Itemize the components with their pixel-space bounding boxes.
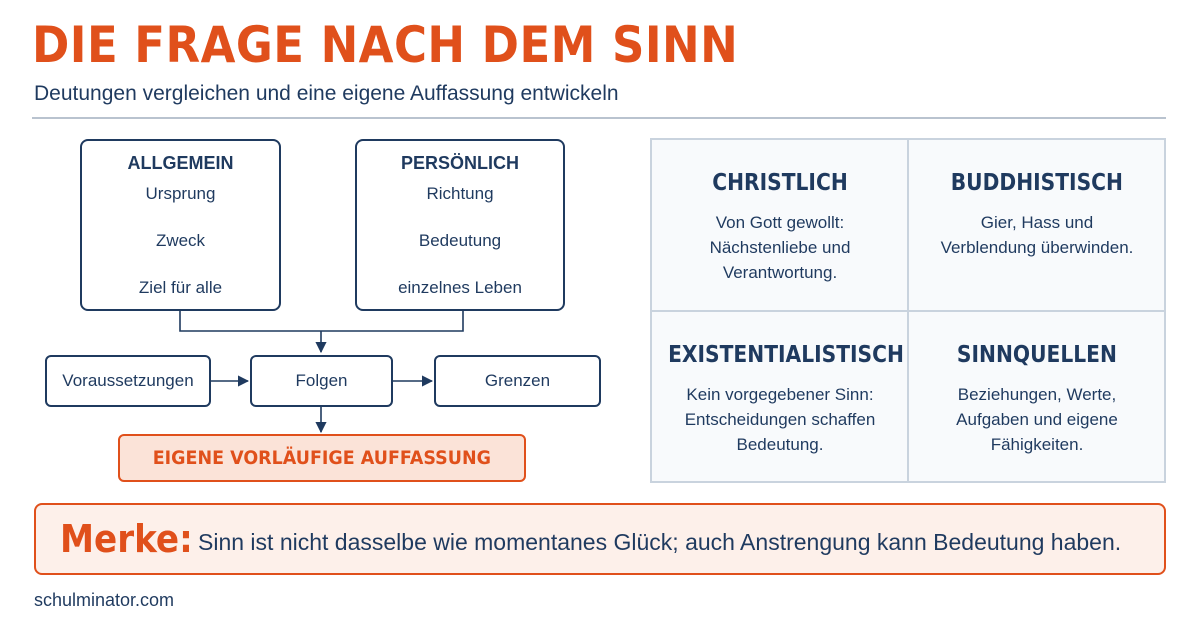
box-allgemein-line-3: Ziel für alle: [138, 278, 223, 297]
cell-existentialistisch-body: [652, 382, 908, 457]
cell-buddhistisch-line-1: Gier, Hass und: [980, 213, 1094, 232]
cell-buddhistisch-title-wrap: [909, 170, 1165, 196]
merke-note: [34, 503, 1166, 575]
cell-sinnquellen-line-3: Fähigkeiten.: [990, 435, 1084, 454]
page-title: DIE FRAGE NACH DEM SINN: [32, 16, 739, 74]
merke-text: Sinn ist nicht dasselbe wie momentanes Glück; auch Anstrengung kann Bedeutung haben.: [198, 529, 1122, 555]
flow-box-folgen: [250, 355, 393, 407]
cell-existentialistisch-title: EXISTENTIALISTISCH: [668, 342, 904, 368]
merke-label: Merke:: [60, 517, 193, 561]
cell-sinnquellen-title: SINNQUELLEN: [956, 342, 1118, 368]
box-allgemein: [80, 139, 281, 311]
result-label: EIGENE VORLÄUFIGE AUFFASSUNG: [152, 447, 492, 469]
cell-sinnquellen-line-1: Beziehungen, Werte,: [957, 385, 1117, 404]
footer-source: schulminator.com: [34, 590, 175, 610]
result-box: [118, 434, 526, 482]
cell-christlich-body: [652, 210, 908, 285]
cell-sinnquellen-title-wrap: [909, 342, 1165, 368]
cell-christlich-title: CHRISTLICH: [712, 170, 848, 196]
cell-buddhistisch-title: BUDDHISTISCH: [950, 170, 1124, 196]
cell-christlich-line-3: Verantwortung.: [722, 263, 838, 282]
cell-existentialistisch-line-2: Entscheidungen schaffen: [684, 410, 876, 429]
box-allgemein-line-2: Zweck: [155, 231, 206, 250]
cell-christlich-title-wrap: [652, 170, 908, 196]
cell-christlich-line-1: Von Gott gewollt:: [715, 213, 845, 232]
box-persoenlich: [355, 139, 565, 311]
page-subtitle: Deutungen vergleichen und eine eigene Auffassung entwickeln: [34, 82, 619, 105]
cell-christlich-line-2: Nächstenliebe und: [709, 238, 851, 257]
cell-existentialistisch: [652, 312, 908, 483]
cell-sinnquellen-body: [909, 382, 1165, 457]
cell-buddhistisch-line-2: Verblendung überwinden.: [940, 238, 1134, 257]
interpretations-grid: [650, 138, 1166, 483]
cell-sinnquellen-line-2: Aufgaben und eigene: [956, 410, 1118, 429]
cell-buddhistisch: [909, 140, 1165, 311]
flow-label-folgen: Folgen: [295, 371, 348, 390]
box-persoenlich-line-1: Richtung: [426, 184, 494, 203]
box-persoenlich-line-2: Bedeutung: [418, 231, 502, 250]
merge-connector: [180, 310, 463, 331]
box-allgemein-title: ALLGEMEIN: [127, 153, 234, 173]
box-persoenlich-line-3: einzelnes Leben: [398, 278, 522, 297]
box-allgemein-line-1: Ursprung: [145, 184, 216, 203]
flow-label-voraussetzungen: Voraussetzungen: [62, 371, 194, 390]
box-persoenlich-title: PERSÖNLICH: [400, 153, 519, 173]
cell-buddhistisch-body: [909, 210, 1165, 260]
flow-box-voraussetzungen: [45, 355, 211, 407]
flow-label-grenzen: Grenzen: [484, 371, 551, 390]
cell-sinnquellen: [909, 312, 1165, 483]
cell-existentialistisch-line-3: Bedeutung.: [736, 435, 824, 454]
cell-existentialistisch-title-wrap: [652, 342, 908, 368]
cell-christlich: [652, 140, 908, 311]
flow-box-grenzen: [434, 355, 601, 407]
cell-existentialistisch-line-1: Kein vorgegebener Sinn:: [686, 385, 874, 404]
